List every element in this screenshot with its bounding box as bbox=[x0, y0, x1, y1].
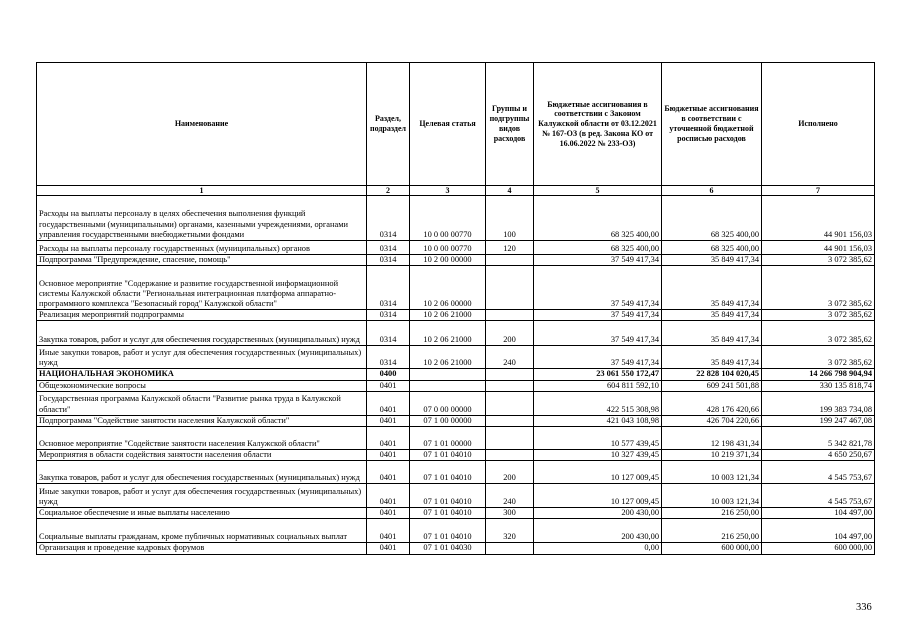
header-section: Раздел, подраздел bbox=[367, 63, 410, 186]
row-name: Основное мероприятие "Содействие занятости населения Калужской области" bbox=[37, 427, 367, 450]
column-number: 1 bbox=[37, 186, 367, 196]
row-section: 0401 bbox=[367, 427, 410, 450]
table-row bbox=[37, 519, 875, 543]
column-number: 5 bbox=[534, 186, 662, 196]
row-budget-law: 68 325 400,00 bbox=[534, 241, 662, 255]
row-target-article: 07 1 01 04010 bbox=[410, 450, 486, 461]
row-expense-group bbox=[486, 427, 534, 450]
row-budget-list: 35 849 417,34 bbox=[662, 346, 762, 369]
row-budget-list: 428 176 420,66 bbox=[662, 391, 762, 415]
row-section: 0401 bbox=[367, 415, 410, 426]
row-expense-group: 320 bbox=[486, 519, 534, 543]
row-target-article: 07 1 01 04010 bbox=[410, 484, 486, 508]
row-executed: 44 901 156,03 bbox=[762, 241, 875, 255]
column-number: 3 bbox=[410, 186, 486, 196]
row-executed: 330 135 818,74 bbox=[762, 380, 875, 391]
table-row bbox=[37, 310, 875, 321]
row-target-article: 10 2 06 00000 bbox=[410, 266, 486, 310]
table-row bbox=[37, 380, 875, 391]
row-expense-group: 240 bbox=[486, 346, 534, 369]
row-expense-group: 200 bbox=[486, 461, 534, 484]
header-budget-list: Бюджетные ассигнования в соответствии с уточненной бюджетной росписью расходов bbox=[662, 63, 762, 186]
row-executed: 104 497,00 bbox=[762, 519, 875, 543]
row-section: 0401 bbox=[367, 450, 410, 461]
table-row bbox=[37, 427, 875, 450]
column-number: 4 bbox=[486, 186, 534, 196]
row-target-article: 07 1 00 00000 bbox=[410, 415, 486, 426]
row-name: Социальные выплаты гражданам, кроме публичных нормативных социальных выплат bbox=[37, 519, 367, 543]
row-target-article: 10 2 06 21000 bbox=[410, 310, 486, 321]
table-row bbox=[37, 255, 875, 266]
row-budget-law: 10 327 439,45 bbox=[534, 450, 662, 461]
row-name: Социальное обеспечение и иные выплаты населению bbox=[37, 508, 367, 519]
row-executed: 4 545 753,67 bbox=[762, 461, 875, 484]
row-expense-group: 200 bbox=[486, 321, 534, 346]
row-target-article: 07 1 01 00000 bbox=[410, 427, 486, 450]
header-target-article: Целевая статья bbox=[410, 63, 486, 186]
row-executed: 104 497,00 bbox=[762, 508, 875, 519]
row-budget-list: 35 849 417,34 bbox=[662, 310, 762, 321]
row-target-article bbox=[410, 369, 486, 380]
row-budget-law: 421 043 108,98 bbox=[534, 415, 662, 426]
row-executed: 600 000,00 bbox=[762, 543, 875, 554]
row-target-article: 07 1 01 04010 bbox=[410, 461, 486, 484]
row-name: Государственная программа Калужской области "Развитие рынка труда в Калужской области" bbox=[37, 391, 367, 415]
row-target-article: 07 1 01 04030 bbox=[410, 543, 486, 554]
row-name: Закупка товаров, работ и услуг для обеспечения государственных (муниципальных) нужд bbox=[37, 321, 367, 346]
row-budget-law: 68 325 400,00 bbox=[534, 196, 662, 241]
row-budget-law: 37 549 417,34 bbox=[534, 266, 662, 310]
table-row bbox=[37, 196, 875, 241]
row-target-article: 10 2 00 00000 bbox=[410, 255, 486, 266]
row-name: НАЦИОНАЛЬНАЯ ЭКОНОМИКА bbox=[37, 369, 367, 380]
row-budget-law: 37 549 417,34 bbox=[534, 310, 662, 321]
page-number: 336 bbox=[856, 602, 872, 613]
column-number: 7 bbox=[762, 186, 875, 196]
row-executed: 3 072 385,62 bbox=[762, 321, 875, 346]
row-name: Подпрограмма "Содействие занятости населения Калужской области" bbox=[37, 415, 367, 426]
row-budget-list: 68 325 400,00 bbox=[662, 241, 762, 255]
row-target-article: 10 0 00 00770 bbox=[410, 196, 486, 241]
row-executed: 3 072 385,62 bbox=[762, 310, 875, 321]
row-name: Реализация мероприятий подпрограммы bbox=[37, 310, 367, 321]
row-section: 0314 bbox=[367, 255, 410, 266]
table-row bbox=[37, 346, 875, 369]
row-budget-law: 422 515 308,98 bbox=[534, 391, 662, 415]
row-section: 0314 bbox=[367, 241, 410, 255]
row-budget-list: 12 198 431,34 bbox=[662, 427, 762, 450]
row-executed: 4 650 250,67 bbox=[762, 450, 875, 461]
header-expense-group: Группы и подгруппы видов расходов bbox=[486, 63, 534, 186]
row-expense-group bbox=[486, 255, 534, 266]
row-expense-group bbox=[486, 380, 534, 391]
row-budget-law: 10 577 439,45 bbox=[534, 427, 662, 450]
row-section: 0401 bbox=[367, 543, 410, 554]
table-row bbox=[37, 266, 875, 310]
table-row bbox=[37, 241, 875, 255]
row-section: 0400 bbox=[367, 369, 410, 380]
row-executed: 199 247 467,08 bbox=[762, 415, 875, 426]
row-expense-group bbox=[486, 543, 534, 554]
row-budget-list: 35 849 417,34 bbox=[662, 321, 762, 346]
row-budget-law: 200 430,00 bbox=[534, 519, 662, 543]
row-budget-list: 35 849 417,34 bbox=[662, 266, 762, 310]
column-number: 2 bbox=[367, 186, 410, 196]
row-name: Закупка товаров, работ и услуг для обеспечения государственных (муниципальных) нужд bbox=[37, 461, 367, 484]
row-expense-group: 120 bbox=[486, 241, 534, 255]
row-section: 0314 bbox=[367, 196, 410, 241]
row-section: 0401 bbox=[367, 508, 410, 519]
row-section: 0314 bbox=[367, 266, 410, 310]
row-budget-list: 216 250,00 bbox=[662, 508, 762, 519]
row-budget-list: 600 000,00 bbox=[662, 543, 762, 554]
row-budget-list: 609 241 501,88 bbox=[662, 380, 762, 391]
row-executed: 3 072 385,62 bbox=[762, 346, 875, 369]
row-budget-list: 10 219 371,34 bbox=[662, 450, 762, 461]
row-executed: 14 266 798 904,94 bbox=[762, 369, 875, 380]
header-name: Наименование bbox=[37, 63, 367, 186]
row-expense-group bbox=[486, 391, 534, 415]
row-name: Расходы на выплаты персоналу государственных (муниципальных) органов bbox=[37, 241, 367, 255]
row-name: Организация и проведение кадровых форумов bbox=[37, 543, 367, 554]
row-section: 0314 bbox=[367, 346, 410, 369]
row-executed: 5 342 821,78 bbox=[762, 427, 875, 450]
row-budget-law: 10 127 009,45 bbox=[534, 461, 662, 484]
table-row bbox=[37, 415, 875, 426]
row-target-article: 07 0 00 00000 bbox=[410, 391, 486, 415]
row-budget-law: 200 430,00 bbox=[534, 508, 662, 519]
row-budget-law: 37 549 417,34 bbox=[534, 346, 662, 369]
row-target-article: 07 1 01 04010 bbox=[410, 508, 486, 519]
row-name: Основное мероприятие "Содержание и развитие государственной информационной системы Калужской области "Региональная интеграционная платформа аппаратно-программного комплекса "Безопасный город" Калужской области" bbox=[37, 266, 367, 310]
table-row bbox=[37, 369, 875, 380]
row-executed: 3 072 385,62 bbox=[762, 255, 875, 266]
row-budget-list: 10 003 121,34 bbox=[662, 461, 762, 484]
row-section: 0314 bbox=[367, 321, 410, 346]
row-budget-law: 37 549 417,34 bbox=[534, 255, 662, 266]
row-section: 0401 bbox=[367, 484, 410, 508]
table-row bbox=[37, 508, 875, 519]
row-budget-law: 0,00 bbox=[534, 543, 662, 554]
table-row bbox=[37, 543, 875, 554]
row-expense-group: 240 bbox=[486, 484, 534, 508]
row-executed: 44 901 156,03 bbox=[762, 196, 875, 241]
row-executed: 3 072 385,62 bbox=[762, 266, 875, 310]
row-target-article: 10 0 00 00770 bbox=[410, 241, 486, 255]
header-executed: Исполнено bbox=[762, 63, 875, 186]
row-expense-group bbox=[486, 415, 534, 426]
row-budget-law: 604 811 592,10 bbox=[534, 380, 662, 391]
row-section: 0401 bbox=[367, 519, 410, 543]
row-section: 0314 bbox=[367, 310, 410, 321]
table-body bbox=[37, 196, 875, 555]
row-budget-list: 22 828 104 020,45 bbox=[662, 369, 762, 380]
row-expense-group: 100 bbox=[486, 196, 534, 241]
row-expense-group bbox=[486, 310, 534, 321]
row-target-article: 07 1 01 04010 bbox=[410, 519, 486, 543]
row-section: 0401 bbox=[367, 380, 410, 391]
row-budget-law: 10 127 009,45 bbox=[534, 484, 662, 508]
table-row bbox=[37, 484, 875, 508]
table-row bbox=[37, 450, 875, 461]
column-number: 6 bbox=[662, 186, 762, 196]
header-budget-law: Бюджетные ассигнования в соответствии с Законом Калужской области от 03.12.2021 № 167-ОЗ (в ред. Закона КО от 16.06.2022 № 233-ОЗ) bbox=[534, 63, 662, 186]
row-budget-list: 10 003 121,34 bbox=[662, 484, 762, 508]
column-number-row bbox=[37, 186, 875, 196]
row-budget-law: 37 549 417,34 bbox=[534, 321, 662, 346]
row-budget-law: 23 061 550 172,47 bbox=[534, 369, 662, 380]
row-name: Мероприятия в области содействия занятости населения области bbox=[37, 450, 367, 461]
row-executed: 199 383 734,08 bbox=[762, 391, 875, 415]
row-section: 0401 bbox=[367, 461, 410, 484]
row-name: Подпрограмма "Предупреждение, спасение, помощь" bbox=[37, 255, 367, 266]
row-target-article: 10 2 06 21000 bbox=[410, 346, 486, 369]
row-budget-list: 35 849 417,34 bbox=[662, 255, 762, 266]
row-expense-group bbox=[486, 450, 534, 461]
budget-table bbox=[36, 62, 875, 555]
row-expense-group bbox=[486, 266, 534, 310]
row-name: Расходы на выплаты персоналу в целях обеспечения выполнения функций государственными (муниципальными) органами, казенными учреждениями, органами управления государственными внебюджетными фондами bbox=[37, 196, 367, 241]
row-name: Иные закупки товаров, работ и услуг для обеспечения государственных (муниципальных) нужд bbox=[37, 484, 367, 508]
row-name: Иные закупки товаров, работ и услуг для обеспечения государственных (муниципальных) нужд bbox=[37, 346, 367, 369]
row-expense-group: 300 bbox=[486, 508, 534, 519]
row-target-article: 10 2 06 21000 bbox=[410, 321, 486, 346]
row-target-article bbox=[410, 380, 486, 391]
row-section: 0401 bbox=[367, 391, 410, 415]
row-budget-list: 68 325 400,00 bbox=[662, 196, 762, 241]
row-expense-group bbox=[486, 369, 534, 380]
row-budget-list: 216 250,00 bbox=[662, 519, 762, 543]
table-row bbox=[37, 391, 875, 415]
table-row bbox=[37, 461, 875, 484]
row-name: Общеэкономические вопросы bbox=[37, 380, 367, 391]
row-budget-list: 426 704 220,66 bbox=[662, 415, 762, 426]
table-row bbox=[37, 321, 875, 346]
row-executed: 4 545 753,67 bbox=[762, 484, 875, 508]
header-row bbox=[37, 63, 875, 186]
